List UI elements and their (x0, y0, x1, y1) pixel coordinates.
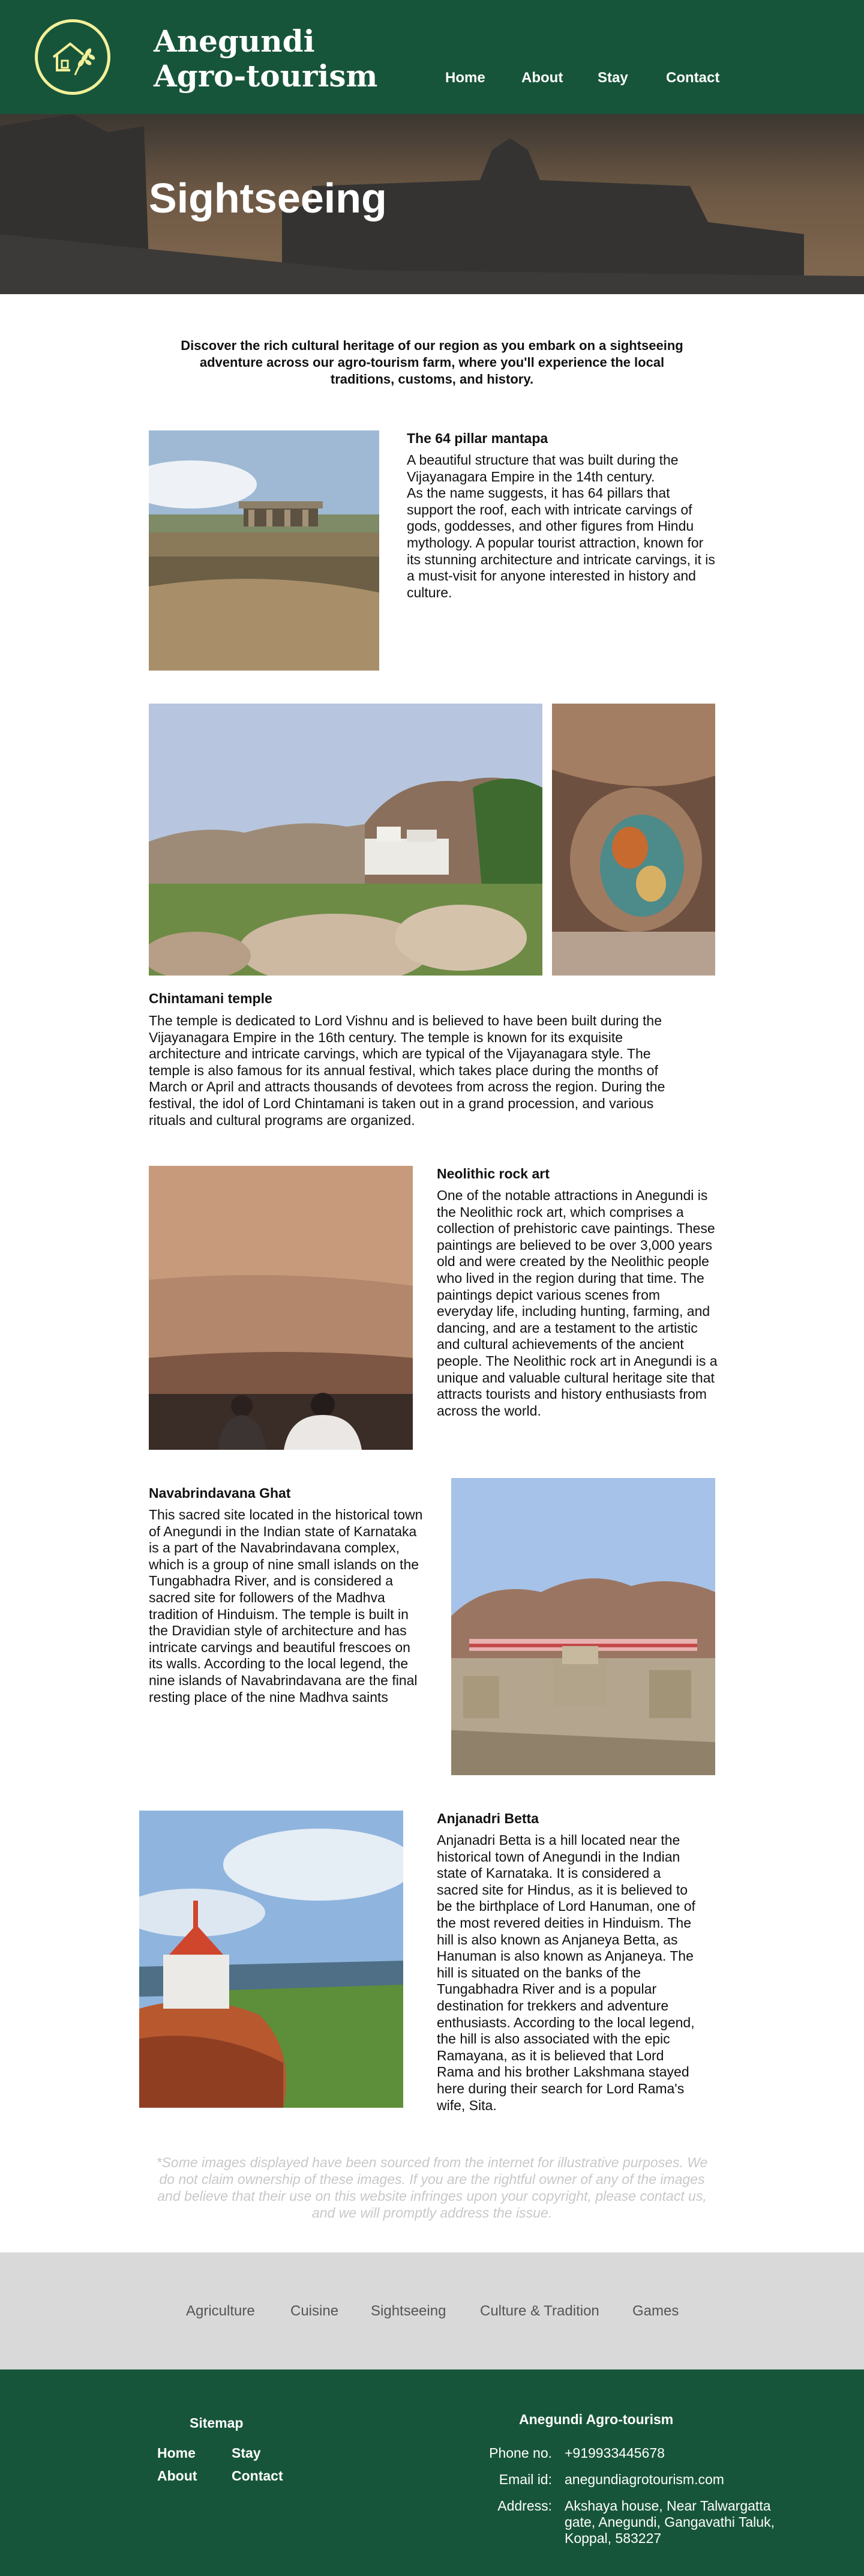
footer-email-label: Email id: (499, 2472, 552, 2487)
intro-text: Discover the rich cultural heritage of our region as you embark on a sightseeing adventure across our agro-tourism farm, where you'll experience the local traditions, customs, and history. (181, 338, 683, 387)
link-agriculture[interactable]: Agriculture (186, 2303, 255, 2319)
nav-stay[interactable]: Stay (598, 70, 628, 86)
mantapa-photo (149, 430, 379, 671)
section-title-anjanadri: Anjanadri Betta (437, 1811, 539, 1826)
section-text-neolithic: One of the notable attractions in Anegundi is the Neolithic rock art, which comprises a collection of prehistoric cave paintings. These paintings are believed to be over 3,000 years old and were created by the Neolithic people who lived in the region during that time. The paintings depict various scenes from everyday life, including hunting, farming, and dancing, and are a testament to the artistic and cultural achievements of the ancient people. The Neolithic rock art in Anegundi is a unique and valuable cultural heritage site that attracts tourists and history enthusiasts from across the world. (437, 1187, 718, 1419)
footer-phone[interactable]: +919933445678 (565, 2445, 665, 2461)
footer-link-contact[interactable]: Contact (232, 2468, 283, 2484)
footer-contact-title: Anegundi Agro-tourism (519, 2412, 674, 2427)
chintamani-temple-photo (149, 704, 542, 976)
section-text-anjanadri: Anjanadri Betta is a hill located near the historical town of Anegundi in the Indian state of Karnataka. It is considered a sacred site for Hindus, as it is believed to be the birthplace of Lord Hanuman, one of the most revered deities in Hinduism. The hill is also known as Anjaneya Betta, as Hanuman is also known as Anjaneya. The hill is situated on the banks of the Tungabhadra River and is a popular destination for trekkers and adventure enthusiasts. According to the local legend, the hill is also associated with the epic Ramayana, as it is believed that Lord Rama and his brother Lakshmana stayed here during their search for Lord Rama's wife, Sita. (437, 1832, 695, 2113)
nav-contact[interactable]: Contact (666, 70, 720, 86)
footer-address: Akshaya house, Near Talwargatta gate, Anegundi, Gangavathi Taluk, Koppal, 583227 (565, 2498, 775, 2546)
section-text-mantapa: A beautiful structure that was built during the Vijayanagara Empire in the 14th century. As the name suggests, it has 64 pillars that support the roof, each with intricate carvings of gods, goddesses, and other figures from Hindu mythology. A popular tourist attraction, known for its stunning architecture and intricate carvings, it is a must-visit for anyone interested in history and culture. (407, 452, 715, 600)
footer-email[interactable]: anegundiagrotourism.com (565, 2472, 724, 2487)
chintamani-rock-photo (552, 704, 715, 976)
hero-temple-silhouette (0, 114, 864, 294)
section-text-chintamani: The temple is dedicated to Lord Vishnu and is believed to have been built during the Vijayanagara Empire in the 16th century. The temple is known for its exquisite architecture and intricate carvings, which are typical of the Vijayanagara style. The temple is also famous for its annual festival, which takes place during the months of March or April and attracts thousands of devotees from across the region. During the festival, the idol of Lord Chintamani is taken out in a grand procession, and various rituals and cultural programs are organized. (149, 1013, 665, 1128)
neolithic-rock-art-photo (149, 1166, 413, 1450)
section-title-navabrindavana: Navabrindavana Ghat (149, 1485, 291, 1501)
footer-address-label: Address: (497, 2498, 552, 2514)
site-footer (0, 2369, 864, 2576)
section-title-mantapa: The 64 pillar mantapa (407, 430, 548, 446)
link-games[interactable]: Games (632, 2303, 679, 2319)
footer-link-about[interactable]: About (157, 2468, 197, 2484)
section-text-navabrindavana: This sacred site located in the historical town of Anegundi in the Indian state of Karnataka is a part of the Navabrindavana complex, which is a group of nine small islands on the Tungabhadra River, and is considered a sacred site for followers of the Madhva tradition of Hinduism. The temple is built in the Dravidian style of architecture and has intricate carvings and beautiful frescoes on its walls. According to the local legend, the nine islands of Navabrindavana are the final resting place of the nine Madhva saints (149, 1507, 423, 1705)
page-title: Sightseeing (149, 175, 387, 222)
link-sightseeing[interactable]: Sightseeing (371, 2303, 446, 2319)
anjanadri-betta-photo (139, 1811, 403, 2108)
nav-about[interactable]: About (521, 70, 563, 86)
link-culture-tradition[interactable]: Culture & Tradition (480, 2303, 599, 2319)
site-header (0, 0, 864, 114)
footer-link-home[interactable]: Home (157, 2445, 196, 2461)
section-title-chintamani: Chintamani temple (149, 991, 272, 1006)
logo-house-wheat-icon[interactable] (35, 19, 110, 95)
site-title-line2: Agro-tourism (154, 58, 378, 94)
footer-link-stay[interactable]: Stay (232, 2445, 261, 2461)
image-disclaimer: *Some images displayed have been sourced from the internet for illustrative purposes. We do not claim ownership of these images. If you are the rightful owner of any of the images and believe that their use on this website infringes upon your copyright, please contact us, and we will promptly address the issue. (156, 2155, 708, 2221)
site-title-line1: Anegundi (154, 23, 315, 59)
hero-banner (0, 114, 864, 294)
link-cuisine[interactable]: Cuisine (290, 2303, 339, 2319)
navabrindavana-photo (451, 1478, 715, 1775)
category-link-bar (0, 2252, 864, 2369)
nav-home[interactable]: Home (445, 70, 485, 86)
footer-sitemap-title: Sitemap (190, 2415, 244, 2431)
section-title-neolithic: Neolithic rock art (437, 1166, 550, 1181)
footer-phone-label: Phone no. (489, 2445, 552, 2461)
site-title[interactable] (154, 24, 377, 94)
